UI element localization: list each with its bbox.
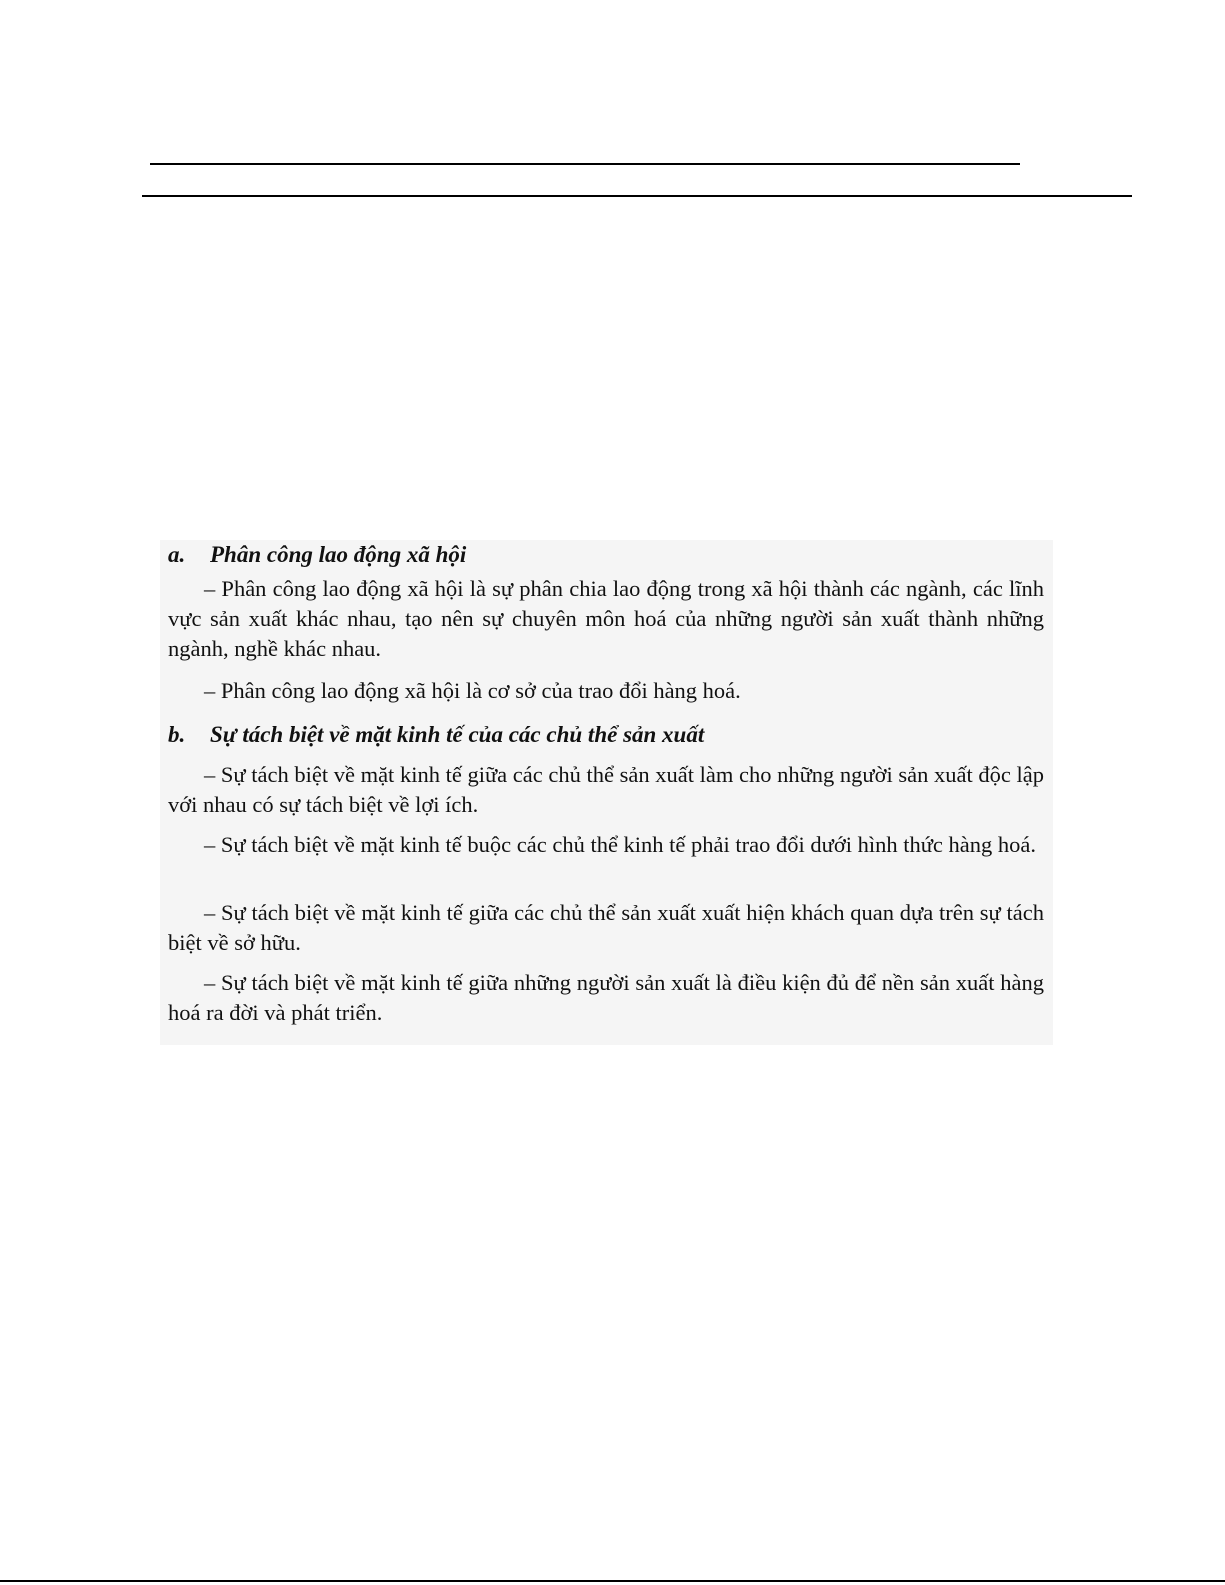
header-rule-bottom xyxy=(142,195,1132,197)
section-b-letter: b. xyxy=(168,722,186,747)
section-a-heading xyxy=(168,540,1044,570)
section-a-letter: a. xyxy=(168,542,186,567)
scanned-text-image xyxy=(160,540,1053,1045)
section-b-title: Sự tách biệt về mặt kinh tế của các chủ thể sản xuất xyxy=(210,722,705,747)
section-a-paragraph-1: – Phân công lao động xã hội là sự phân chia lao động trong xã hội thành các ngành, các lĩnh vực sản xuất khác nhau, tạo nên sự chuyên môn hoá của những người sản xuất thành những ngành, nghề khác nhau. xyxy=(168,576,1044,661)
header-rule-top xyxy=(150,163,1020,165)
section-b-paragraph-4: – Sự tách biệt về mặt kinh tế giữa những người sản xuất là điều kiện đủ để nền sản xuất hàng hoá ra đời và phát triển. xyxy=(168,970,1044,1025)
section-b-paragraph-2: – Sự tách biệt về mặt kinh tế buộc các chủ thể kinh tế phải trao đổi dưới hình thức hàng hoá. xyxy=(204,832,1037,857)
section-a-paragraph-2: – Phân công lao động xã hội là cơ sở của trao đổi hàng hoá. xyxy=(204,678,741,703)
section-b-paragraph-3: – Sự tách biệt về mặt kinh tế giữa các chủ thể sản xuất xuất hiện khách quan dựa trên sự tách biệt về sở hữu. xyxy=(168,900,1044,955)
section-a-title: Phân công lao động xã hội xyxy=(210,542,467,567)
section-b-heading xyxy=(168,720,1044,750)
footer-rule xyxy=(0,1580,1225,1582)
section-b-paragraph-1: – Sự tách biệt về mặt kinh tế giữa các chủ thể sản xuất làm cho những người sản xuất độc lập với nhau có sự tách biệt về lợi ích. xyxy=(168,762,1044,817)
